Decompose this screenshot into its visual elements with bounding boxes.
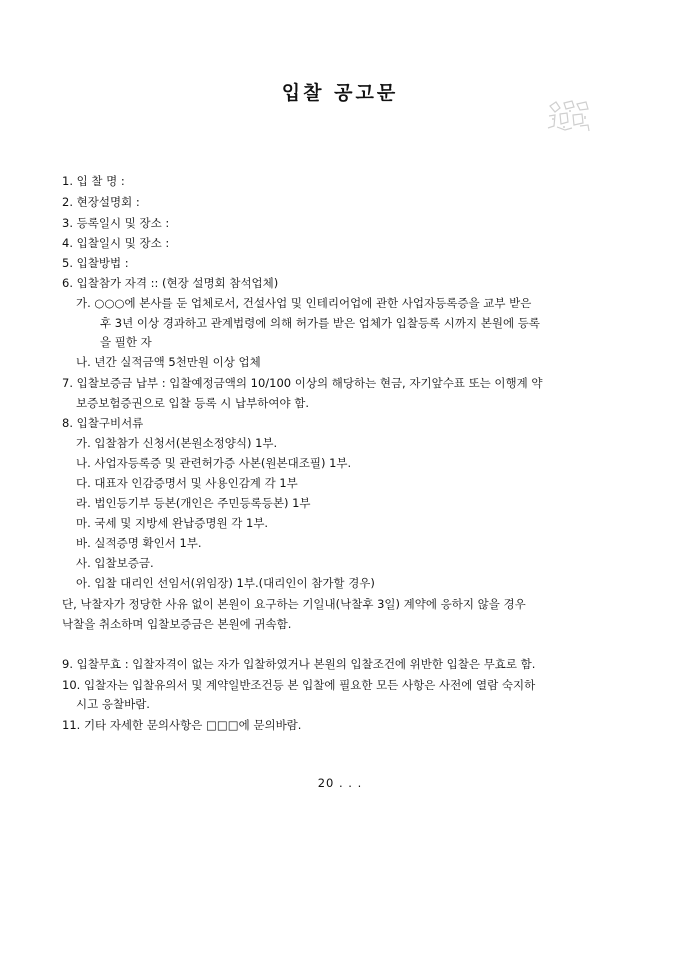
item-6-ga-line-3: 을 필한 자 <box>100 335 152 349</box>
proviso-line-2: 낙찰을 취소하며 입찰보증금은 본원에 귀속함. <box>62 617 292 631</box>
item-6-ga-line-1: 가. ○○○에 본사를 둔 업체로서, 건설사업 및 인테리어업에 관한 사업자등록증을 교부 받은 <box>76 296 532 310</box>
item-6-ga-line-2: 후 3년 이상 경과하고 관계법령에 의해 허가를 받은 업체가 입찰등록 시까지 본원에 등록 <box>100 316 540 330</box>
document-date: 20 . . . <box>317 776 363 790</box>
item-2-line: 2. 현장설명회 : <box>62 195 140 209</box>
item-8-ra-line: 라. 법인등기부 등본(개인은 주민등록등본) 1부 <box>76 496 311 510</box>
item-8-a-line: 아. 입찰 대리인 선임서(위임장) 1부.(대리인이 참가할 경우) <box>76 576 375 590</box>
proviso-line-1: 단, 낙찰자가 정당한 사유 없이 본원이 요구하는 기일내(낙찰후 3일) 계약에 응하지 않을 경우 <box>62 597 526 611</box>
seal-stamp-image <box>546 98 592 134</box>
item-10-line-1: 10. 입찰자는 입찰유의서 및 계약일반조건등 본 입찰에 필요한 모든 사항은 사전에 열람 숙지하 <box>62 678 536 692</box>
item-8-ga-line: 가. 입찰참가 신청서(본원소정양식) 1부. <box>76 436 278 450</box>
item-10-line-2: 시고 응찰바람. <box>76 697 150 711</box>
item-5-line: 5. 입찰방법 : <box>62 256 129 270</box>
item-4-line: 4. 입찰일시 및 장소 : <box>62 236 170 250</box>
item-1-line: 1. 입 찰 명 : <box>62 174 125 188</box>
item-8-ba-line: 바. 실적증명 확인서 1부. <box>76 536 202 550</box>
item-7-line-2: 보증보험증권으로 입찰 등록 시 납부하여야 함. <box>76 396 310 410</box>
item-9-line: 9. 입찰무효 : 입찰자격이 없는 자가 입찰하였거나 본원의 입찰조건에 위반한 입찰은 무효로 함. <box>62 657 536 671</box>
item-8-ma-line: 마. 국세 및 지방세 완납증명원 각 1부. <box>76 516 269 530</box>
item-7-line-1: 7. 입찰보증금 납부 : 입찰예정금액의 10/100 이상의 해당하는 현금, 자기앞수표 또는 이행계 약 <box>62 376 543 390</box>
item-8-da-line: 다. 대표자 인감증명서 및 사용인감계 각 1부 <box>76 476 298 490</box>
document-title: 입찰 공고문 <box>281 82 399 104</box>
item-6-line: 6. 입찰참가 자격 :: (현장 설명회 참석업체) <box>62 276 279 290</box>
item-8-line: 8. 입찰구비서류 <box>62 416 144 430</box>
item-6-na-line: 나. 년간 실적금액 5천만원 이상 업체 <box>76 355 261 369</box>
item-8-sa-line: 사. 입찰보증금. <box>76 556 154 570</box>
item-11-line: 11. 기타 자세한 문의사항은 □□□에 문의바람. <box>62 718 302 732</box>
item-8-na-line: 나. 사업자등록증 및 관련허가증 사본(원본대조필) 1부. <box>76 456 352 470</box>
item-3-line: 3. 등록일시 및 장소 : <box>62 216 170 230</box>
